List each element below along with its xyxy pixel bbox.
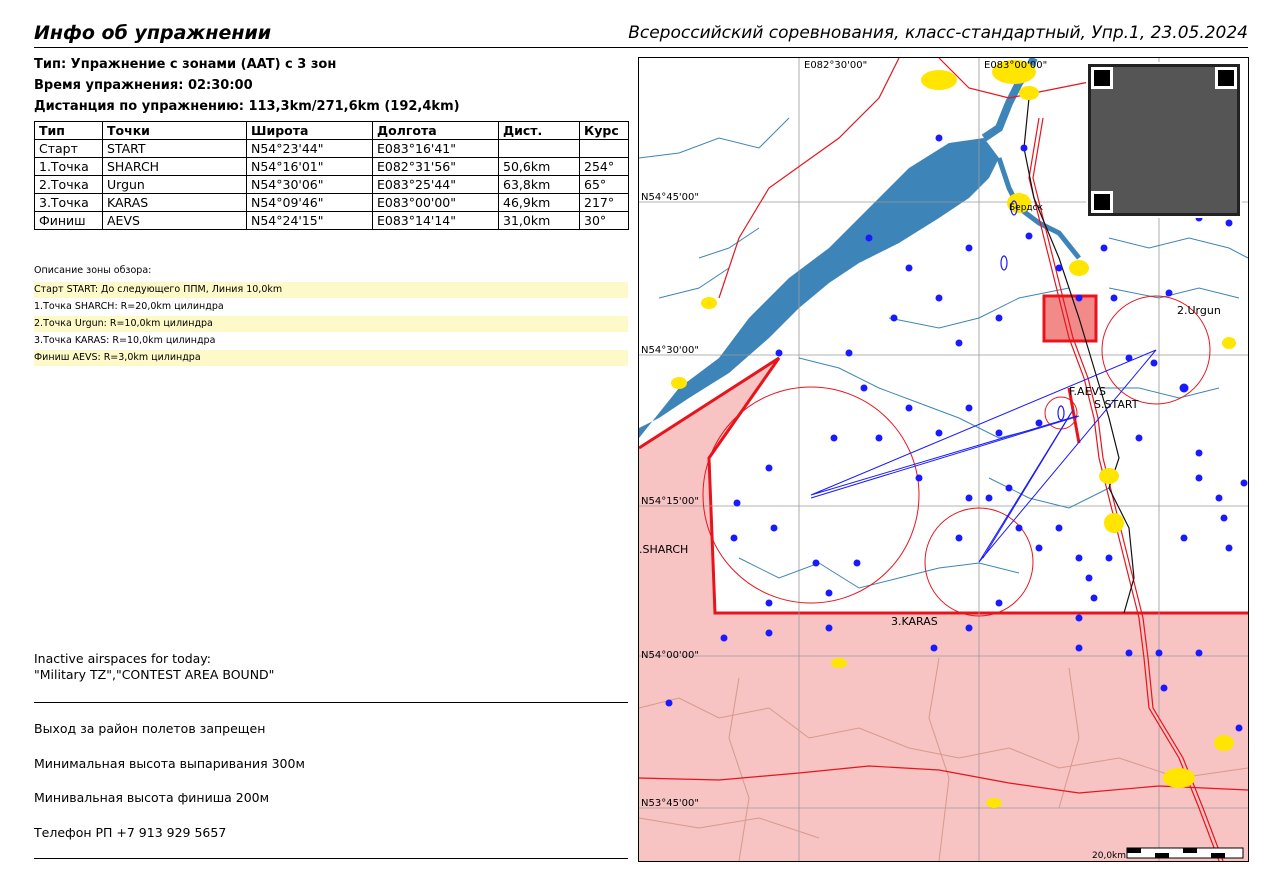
cell: 1.Точка xyxy=(35,158,103,176)
note-line: Минимальная высота выпаривания 300м xyxy=(34,756,305,771)
cell: AEVS xyxy=(103,212,247,230)
table-row xyxy=(35,194,629,212)
col-dist: Дист. xyxy=(499,122,580,140)
observation-line: Финиш AEVS: R=3,0km цилиндра xyxy=(34,350,628,366)
lon-label: E082°30'00" xyxy=(804,60,868,71)
scale-bar xyxy=(1127,848,1243,858)
cell: 31,0km xyxy=(499,212,580,230)
waypoint-label: F.AEVS xyxy=(1069,385,1107,398)
col-lat: Широта xyxy=(247,122,373,140)
scale-label: 20,0km xyxy=(1092,851,1127,861)
waypoint-label: .SHARCH xyxy=(639,543,689,556)
cell: E082°31'56" xyxy=(373,158,499,176)
task-type: Тип: Упражнение с зонами (AAT) с 3 зон xyxy=(34,57,337,72)
waypoint-label: S.START xyxy=(1094,398,1139,411)
cell: E083°25'44" xyxy=(373,176,499,194)
cell: 3.Точка xyxy=(35,194,103,212)
cell: 65° xyxy=(580,176,629,194)
observation-line: Старт START: До следующего ППМ, Линия 10,0km xyxy=(34,282,628,298)
task-legs xyxy=(811,350,1156,562)
inactive-airspaces-list: "Military TZ","CONTEST AREA BOUND" xyxy=(34,667,275,682)
cell: N54°24'15" xyxy=(247,212,373,230)
table-row xyxy=(35,140,629,158)
observation-line: 2.Точка Urgun: R=10,0km цилиндра xyxy=(34,316,628,332)
col-course: Курс xyxy=(580,122,629,140)
cell: N54°09'46" xyxy=(247,194,373,212)
cell: E083°00'00" xyxy=(373,194,499,212)
cell: Старт xyxy=(35,140,103,158)
divider xyxy=(34,702,628,703)
cell: KARAS xyxy=(103,194,247,212)
cell: E083°14'14" xyxy=(373,212,499,230)
waypoint-label: 2.Urgun xyxy=(1177,304,1221,317)
table-row xyxy=(35,158,629,176)
col-type: Тип xyxy=(35,122,103,140)
task-map[interactable] xyxy=(638,57,1249,862)
note-line: Телефон РП +7 913 929 5657 xyxy=(34,825,227,840)
cell: 30° xyxy=(580,212,629,230)
cell: 46,9km xyxy=(499,194,580,212)
town-label: Бердск xyxy=(1009,203,1044,213)
cell: Urgun xyxy=(103,176,247,194)
competition-subtitle: Всероссийский соревнования, класс-стандартный, Упр.1, 23.05.2024 xyxy=(628,23,1248,43)
lat-label: N53°45'00" xyxy=(641,798,700,809)
cell: 217° xyxy=(580,194,629,212)
cell xyxy=(580,140,629,158)
lat-label: N54°45'00" xyxy=(641,192,700,203)
cell: START xyxy=(103,140,247,158)
qr-code xyxy=(1086,62,1242,218)
divider xyxy=(34,858,628,859)
table-row xyxy=(35,212,629,230)
cell: N54°23'44" xyxy=(247,140,373,158)
note-line: Выход за район полетов запрещен xyxy=(34,721,266,736)
header-divider xyxy=(34,47,1248,48)
note-line: Минивальная высота финиша 200м xyxy=(34,790,270,805)
cell: 50,6km xyxy=(499,158,580,176)
inactive-airspaces-label: Inactive airspaces for today: xyxy=(34,651,212,666)
col-lon: Долгота xyxy=(373,122,499,140)
lon-label: E083°00'00" xyxy=(984,60,1048,71)
cell: N54°30'06" xyxy=(247,176,373,194)
table-header-row xyxy=(35,122,629,140)
reservoir xyxy=(639,138,999,438)
cell: SHARCH xyxy=(103,158,247,176)
lat-label: N54°30'00" xyxy=(641,345,700,356)
observation-line: 1.Точка SHARCH: R=20,0km цилиндра xyxy=(34,301,224,312)
airspace-area xyxy=(639,358,1248,861)
restricted-zone xyxy=(1044,296,1096,341)
cell: 63,8km xyxy=(499,176,580,194)
task-time: Время упражнения: 02:30:00 xyxy=(34,78,253,93)
cell xyxy=(499,140,580,158)
waypoints-table xyxy=(34,121,629,230)
cell: 254° xyxy=(580,158,629,176)
page-title: Инфо об упражнении xyxy=(34,22,272,44)
map-canvas xyxy=(639,58,1248,861)
table-row xyxy=(35,176,629,194)
cell: Финиш xyxy=(35,212,103,230)
lat-label: N54°15'00" xyxy=(641,496,700,507)
task-distance: Дистанция по упражнению: 113,3km/271,6km (192,4km) xyxy=(34,99,460,114)
observation-line: 3.Точка KARAS: R=10,0km цилиндра xyxy=(34,335,216,346)
observation-heading: Описание зоны обзора: xyxy=(34,265,152,276)
waypoint-label: 3.KARAS xyxy=(891,615,938,628)
cell: N54°16'01" xyxy=(247,158,373,176)
col-point: Точки xyxy=(103,122,247,140)
cell: E083°16'41" xyxy=(373,140,499,158)
lat-label: N54°00'00" xyxy=(641,650,700,661)
cell: 2.Точка xyxy=(35,176,103,194)
